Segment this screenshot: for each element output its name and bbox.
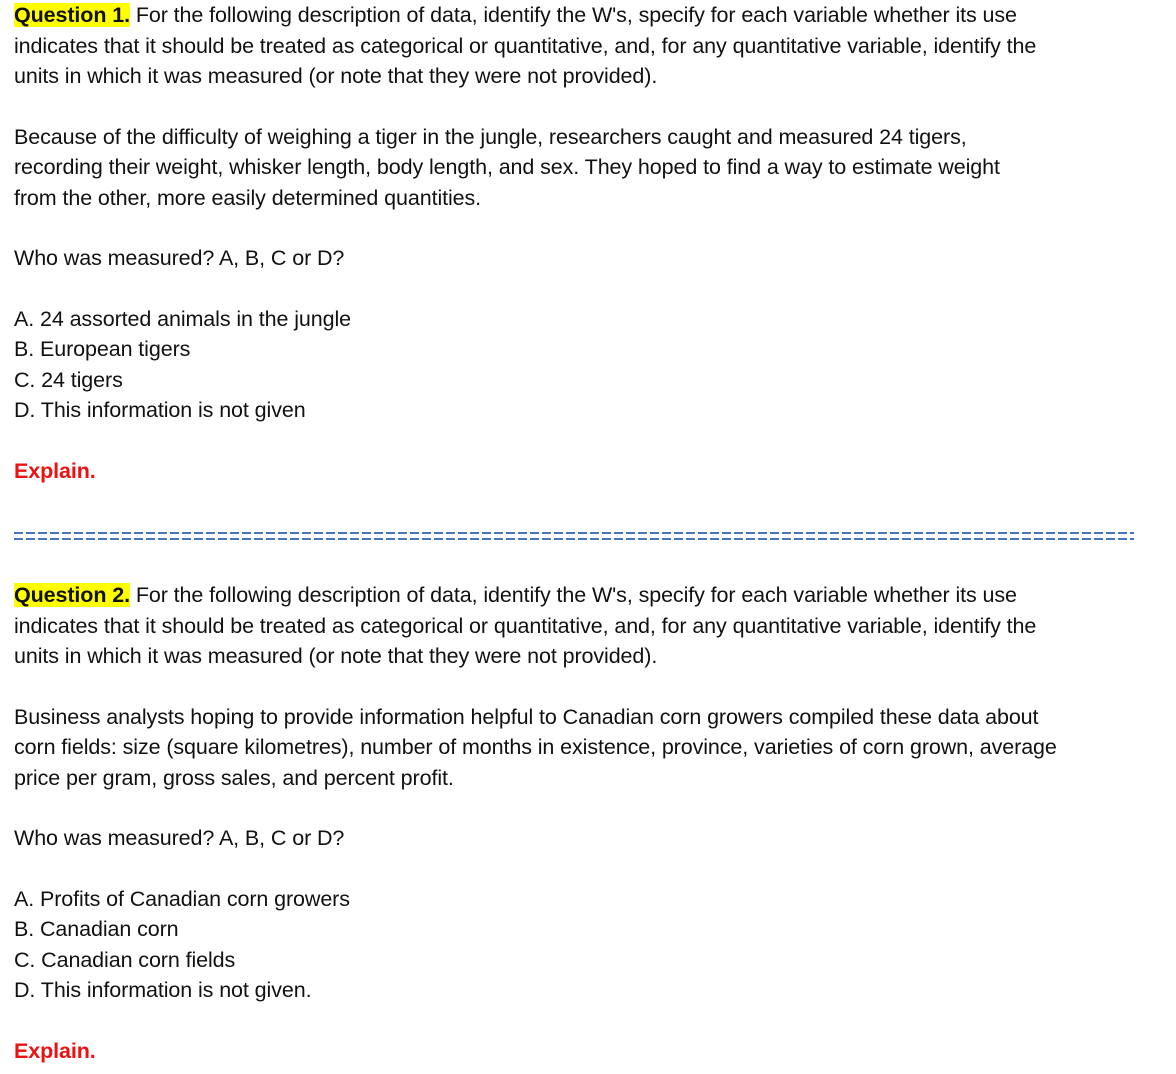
question-2-prompt-line-2: indicates that it should be treated as categorical or quantitative, and, for any quantitative variable, identify the bbox=[14, 613, 1037, 638]
question-2-prompt-line-3: units in which it was measured (or note that they were not provided). bbox=[14, 644, 658, 668]
question-2-option-d: D. This information is not given. bbox=[14, 978, 312, 1002]
question-1-description-line-1: Because of the difficulty of weighing a tiger in the jungle, researchers caught and measured 24 tigers, bbox=[14, 124, 967, 149]
question-2-explain: Explain. bbox=[14, 1038, 96, 1063]
question-1 bbox=[14, 0, 1164, 486]
question-2-option-a: A. Profits of Canadian corn growers bbox=[14, 886, 350, 911]
question-1-description-line-2: recording their weight, whisker length, body length, and sex. They hoped to find a way to estimate weight bbox=[14, 155, 1000, 179]
double-dashed-divider bbox=[14, 531, 1134, 542]
question-2-description-line-3: price per gram, gross sales, and percent profit. bbox=[14, 765, 454, 790]
question-2-option-c: C. Canadian corn fields bbox=[14, 947, 236, 972]
question-2-option-b: B. Canadian corn bbox=[14, 917, 179, 941]
question-2 bbox=[14, 580, 1164, 1066]
question-1-ask: Who was measured? A, B, C or D? bbox=[14, 246, 345, 270]
question-1-prompt-line-2: indicates that it should be treated as categorical or quantitative, and, for any quantitative variable, identify the bbox=[14, 33, 1037, 58]
question-1-label: Question 1. bbox=[14, 3, 130, 27]
question-1-description-line-3: from the other, more easily determined quantities. bbox=[14, 185, 482, 210]
question-2-ask: Who was measured? A, B, C or D? bbox=[14, 826, 345, 850]
question-1-option-d: D. This information is not given bbox=[14, 398, 306, 422]
question-1-option-b: B. European tigers bbox=[14, 337, 191, 361]
question-1-prompt-line-1: Question 1. For the following description of data, identify the W's, specify for each variable whether its use bbox=[14, 3, 1017, 27]
question-2-prompt-line-1: Question 2. For the following description of data, identify the W's, specify for each variable whether its use bbox=[14, 583, 1017, 607]
question-1-option-a: A. 24 assorted animals in the jungle bbox=[14, 306, 352, 331]
question-2-label: Question 2. bbox=[14, 583, 130, 607]
question-1-prompt-line-3: units in which it was measured (or note that they were not provided). bbox=[14, 64, 658, 88]
question-2-description-line-1: Business analysts hoping to provide information helpful to Canadian corn growers compiled these data about bbox=[14, 704, 1039, 729]
question-1-explain: Explain. bbox=[14, 458, 96, 483]
question-2-description-line-2: corn fields: size (square kilometres), number of months in existence, province, varieties of corn grown, average bbox=[14, 735, 1057, 759]
question-1-option-c: C. 24 tigers bbox=[14, 367, 123, 392]
